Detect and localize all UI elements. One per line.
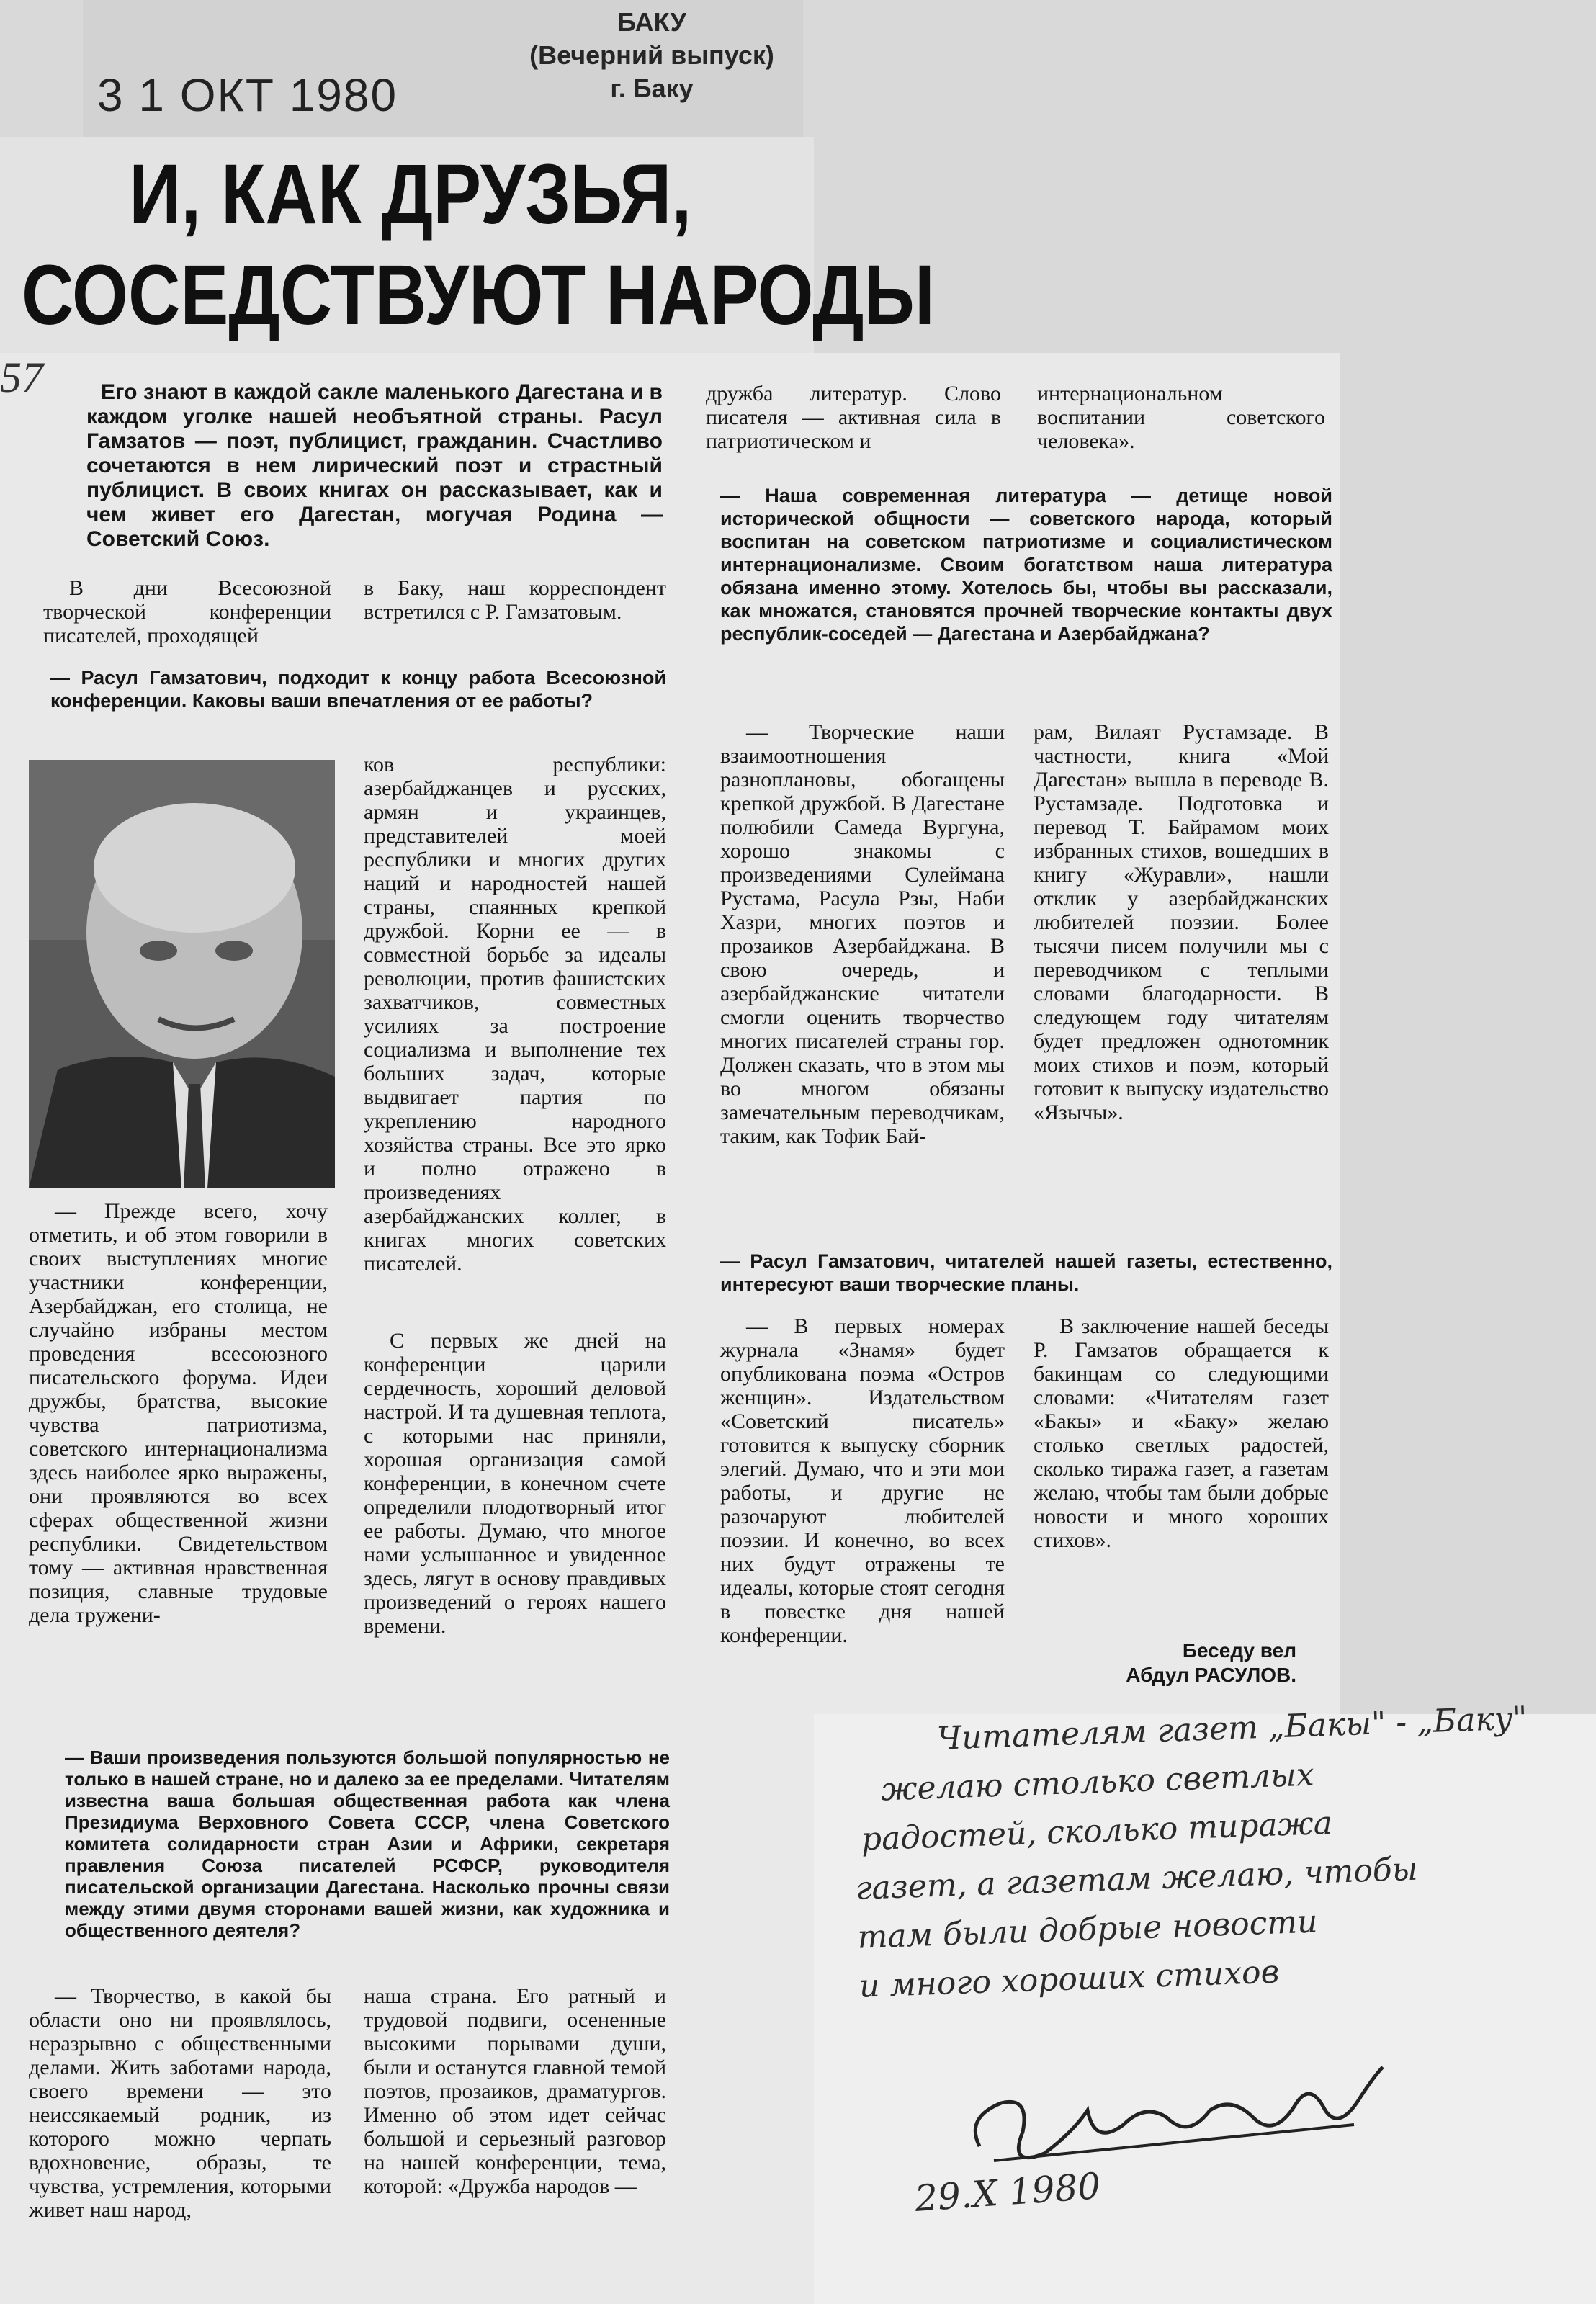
author-photo [29,760,335,1188]
handwritten-note [850,1693,1580,2012]
article-slip-right-top [706,353,1340,382]
date-stamp: 3 1 ОКТ 1980 [97,69,398,121]
byline-author: Абдул РАСУЛОВ. [1126,1664,1296,1686]
handwritten-line-6: и много хороших стихов [858,1953,1280,2005]
answer-2-col-1: — Творчество, в какой бы области оно ни проявлялось, неразрывно с общественными делами. Жить заботами народа, своего времени — это неиссякаемый родник, из которого можно черпать вдохновение, образы, те чувства, устремления, которыми живет наш народ, [29,1984,331,2222]
source-city: БАКУ [617,7,686,37]
source-stamp [490,6,814,105]
source-place: г. Баку [610,73,694,103]
handwritten-date: 29.X 1980 [913,2165,1102,2220]
answer-3-col-2: рам, Вилаят Рустамзаде. В частности, книга «Мой Дагестан» вышла в переводе В. Рустамзаде. Подготовка и перевод Т. Байрамом моих избранных стихов, вошедших в книгу «Журавли», нашли отклик у азербайджанских любителей поэзии. Более тысячи писем получили мы с переводчиком с теплыми словами благодарности. В следующем году читателям будет предложен однотомник моих стихов и поэм, который готовит к выпуску издательство «Язычы». [1034,720,1329,1124]
handwritten-line-1: Читателям газет „Бакы" - „Баку" [936,1700,1528,1757]
handwritten-line-3: радостей, сколько тиража [861,1804,1333,1858]
continuation-col-2: интернациональном воспитании советского человека». [1037,382,1325,453]
handwritten-line-2: желаю столько светлых [880,1756,1315,1808]
question-1: — Расул Гамзатович, подходит к концу работа Всесоюзной конференции. Каковы ваши впечатления от ее работы? [50,667,666,712]
answer-1-right: ков республики: азербайджанцев и русских, армян и украинцев, представителей моей республики и многих других наций и народностей нашей страны, спаянных крепкой дружбой. Корни ее — в совместной борьбе за идеалы революции, против фашистских захватчиков, совместных усилиях за построение социализма и выполнение тех больших задач, которые выдвигает партия по укреплению народного хозяйства страны. Все это ярко и полно отражено в произведениях азербайджанских коллег, в книгах многих советских писателей. [364,753,666,1276]
title-line-1: И, КАК ДРУЗЬЯ, [129,147,692,242]
margin-number: 57 [0,354,43,401]
answer-3-col-1: — Творческие наши взаимоотношения разноплановы, обогащены крепкой дружбой. В Дагестане полюбили Самеда Вургуна, хорошо знакомы с произведениями Сулеймана Рустама, Расула Рзы, Наби Хазри, многих поэтов и прозаиков Азербайджана. В свою очередь, и азербайджанские читатели смогли оценить творчество многих писателей страны гор. Должен сказать, что в этом мы во многом обязаны замечательным переводчикам, таким, как Тофик Бай- [720,720,1005,1148]
answer-1-right-cont: С первых же дней на конференции царили сердечность, хороший деловой настрой. И та душевная теплота, с которыми нас приняли, хорошая организация самой конференции, в конечном счете определили плодотворный итог ее работы. Думаю, что многое нами услышанное и увиденное здесь, лягут в основу правдивых произведений о героях нашего времени. [364,1329,666,1638]
source-edition: (Вечерний выпуск) [529,40,774,70]
answer-1-left: — Прежде всего, хочу отметить, и об этом говорили в своих выступлениях многие участники конференции, Азербайджан, его столица, не случайно избраны местом проведения всесоюзного писательского форума. Идеи дружбы, братства, высокие чувства патриотизма, советского интернационализма здесь наиболее ярко выражены, они проявляются во всех сферах общественной жизни республики. Свидетельством тому — активная нравственная позиция, славные трудовые дела тружени- [29,1199,328,1627]
title-line-2: СОСЕДСТВУЮТ НАРОДЫ [22,248,935,343]
question-3: — Наша современная литература — детище новой исторической общности — советского народа, который воспитан на советском патриотизме и социалистическом интернационализме. Своим богатством наша литература обязана именно этому. Хотелось бы, чтобы вы рассказали, как множатся, становятся прочней творческие контакты двух республик-соседей — Дагестана и Азербайджана? [720,485,1332,645]
handwritten-line-5: там были добрые новости [856,1903,1319,1956]
article-title [22,144,935,346]
byline-label: Беседу вел [1182,1639,1296,1662]
intro-col-1: В дни Всесоюзной творческой конференции писателей, проходящей [43,576,331,647]
handwritten-line-4: газет, а газетам желаю, чтобы [855,1850,1419,1907]
continuation-col-1: дружба литератур. Слово писателя — активная сила в патриотическом и [706,382,1001,453]
answer-4-col-1: — В первых номерах журнала «Знамя» будет опубликована поэма «Остров женщин». Издательством «Советский писатель» готовится к выпуску сборник элегий. Думаю, что и эти мои работы, и другие не разочаруют любителей поэзии. И конечно, во всех них будут отражены те идеалы, которые стоят сегодня в повестке дня нашей конференции. [720,1314,1005,1647]
intro-col-2: в Баку, наш корреспондент встретился с Р. Гамзатовым. [364,576,666,624]
byline [1008,1639,1296,1687]
lead-paragraph: Его знают в каждой сакле маленького Дагестана и в каждом уголке нашей необъятной страны. Расул Гамзатов — поэт, публицист, гражданин. Счастливо сочетаются в нем лирический поэт и страстный публицист. В своих книгах он рассказывает, как и чем живет его Дагестан, могучая Родина — Советский Союз. [86,380,663,551]
question-2: — Ваши произведения пользуются большой популярностью не только в нашей стране, но и далеко за ее пределами. Читателям известна ваша большая общественная работа как члена Президиума Верховного Совета СССР, члена Советского комитета солидарности стран Азии и Африки, секретаря правления Союза писателей РСФСР, руководителя писательской организации Дагестана. Насколько прочны связи между этими двумя сторонами вашей жизни, как художника и общественного деятеля? [65,1747,670,1941]
portrait-image [29,760,335,1188]
question-4: — Расул Гамзатович, читателей нашей газеты, естественно, интересуют ваши творческие планы. [720,1250,1332,1295]
answer-4-col-2: В заключение нашей беседы Р. Гамзатов обращается к бакинцам со следующими словами: «Читателям газет «Бакы» и «Баку» желаю столько светлых радостей, сколько тиража газет, а газетам желаю, чтобы там были добрые новости и много хороших стихов». [1034,1314,1329,1552]
answer-2-col-2: наша страна. Его ратный и трудовой подвиги, осененные высокими порывами души, были и останутся главной темой поэтов, прозаиков, драматургов. Именно об этом идет сейчас большой и серьезный разговор на нашей конференции, тема, которой: «Дружба народов — [364,1984,666,2198]
